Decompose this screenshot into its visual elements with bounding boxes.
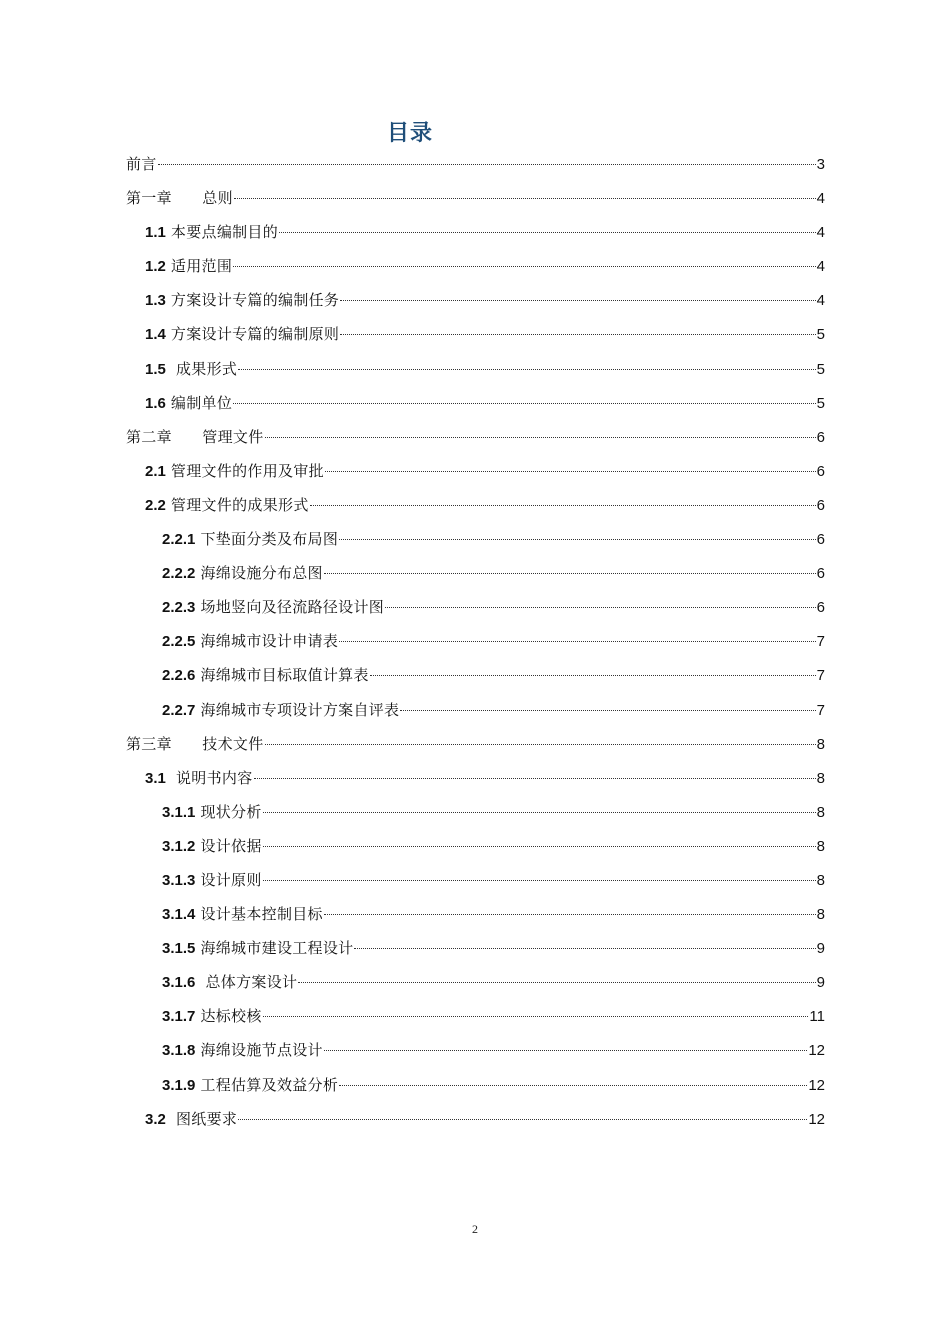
toc-entry-title: 第三章 技术文件 [126, 734, 264, 753]
toc-entry[interactable] [126, 181, 825, 215]
toc-entry-number: 3.1.4 [162, 906, 196, 924]
toc-entry-page: 6 [816, 462, 825, 480]
toc-entry-page: 6 [816, 428, 825, 446]
toc-entry[interactable] [126, 556, 825, 590]
toc-entry-title: 第一章 总则 [126, 189, 233, 208]
toc-entry-page: 3 [816, 156, 825, 173]
toc-entry-number: 2.2.2 [162, 565, 196, 583]
toc-entry[interactable] [126, 1102, 825, 1136]
toc-dot-leader [385, 607, 816, 608]
toc-entry[interactable] [126, 624, 825, 658]
toc-entry[interactable] [126, 727, 825, 761]
toc-dot-leader [238, 369, 815, 370]
toc-entry-page: 6 [816, 565, 825, 583]
toc-entry-number: 2.2.1 [162, 531, 196, 549]
toc-entry-title: 场地竖向及径流路径设计图 [195, 598, 385, 617]
toc-entry-title: 方案设计专篇的编制任务 [165, 291, 340, 310]
toc-entry-number: 3.1.9 [162, 1076, 196, 1094]
toc-entry-title: 本要点编制目的 [165, 223, 279, 242]
toc-entry-number: 3.1.2 [162, 837, 196, 855]
toc-entry-number: 3.2 [145, 1110, 166, 1128]
toc-entry-page: 6 [816, 599, 825, 617]
toc-entry-title: 编制单位 [165, 393, 233, 412]
toc-dot-leader [324, 1050, 807, 1051]
toc-dot-leader [324, 573, 816, 574]
toc-entry-number: 1.4 [145, 326, 166, 344]
toc-entry-number: 3.1.6 [162, 974, 196, 992]
toc-dot-leader [233, 403, 816, 404]
toc-entry[interactable] [126, 488, 825, 522]
toc-dot-leader [233, 266, 816, 267]
toc-entry[interactable] [126, 999, 825, 1033]
toc-dot-leader [265, 744, 816, 745]
toc-entry-page: 8 [816, 906, 825, 924]
toc-entry-title: 现状分析 [195, 802, 262, 821]
toc-entry-page: 11 [809, 1008, 825, 1026]
table-of-contents [126, 147, 825, 1136]
toc-dot-leader [354, 948, 815, 949]
toc-entry[interactable] [126, 317, 825, 351]
toc-dot-leader [325, 471, 816, 472]
toc-entry-number: 1.3 [145, 292, 166, 310]
toc-entry[interactable] [126, 1068, 825, 1102]
page-number: 2 [472, 1222, 478, 1236]
toc-entry-number: 2.2 [145, 496, 166, 514]
toc-entry-page: 5 [816, 360, 825, 378]
toc-entry[interactable] [126, 897, 825, 931]
toc-entry[interactable] [126, 761, 825, 795]
toc-entry[interactable] [126, 590, 825, 624]
toc-entry-number: 3.1.1 [162, 803, 196, 821]
toc-entry-title: 设计依据 [195, 836, 262, 855]
toc-entry-page: 6 [816, 496, 825, 514]
toc-dot-leader [238, 1119, 807, 1120]
toc-entry[interactable] [126, 420, 825, 454]
toc-entry[interactable] [126, 147, 825, 181]
toc-entry-number: 2.2.7 [162, 701, 196, 719]
toc-dot-leader [340, 300, 815, 301]
toc-entry-page: 6 [816, 531, 825, 549]
toc-entry-title: 方案设计专篇的编制原则 [165, 325, 340, 344]
toc-entry-number: 3.1.7 [162, 1008, 196, 1026]
toc-entry-title: 设计基本控制目标 [195, 905, 323, 924]
toc-dot-leader [254, 778, 816, 779]
toc-entry-title: 达标校核 [195, 1007, 262, 1026]
toc-entry-page: 8 [816, 735, 825, 753]
toc-entry[interactable] [126, 795, 825, 829]
toc-entry-page: 5 [816, 326, 825, 344]
toc-entry-page: 12 [808, 1110, 825, 1128]
toc-entry-number: 3.1.3 [162, 871, 196, 889]
toc-dot-leader [339, 1085, 807, 1086]
toc-dot-leader [310, 505, 816, 506]
toc-entry[interactable] [126, 693, 825, 727]
toc-dot-leader [234, 198, 816, 199]
toc-entry-title: 前言 [126, 155, 157, 173]
toc-entry-page: 5 [816, 394, 825, 412]
toc-entry-title: 说明书内容 [165, 768, 253, 787]
toc-entry-title: 海绵设施节点设计 [195, 1041, 323, 1060]
toc-entry-title: 海绵设施分布总图 [195, 564, 323, 583]
toc-entry-number: 3.1.8 [162, 1042, 196, 1060]
toc-entry[interactable] [126, 931, 825, 965]
toc-entry-page: 7 [816, 701, 825, 719]
toc-entry[interactable] [126, 658, 825, 692]
toc-entry-page: 9 [816, 940, 825, 958]
toc-entry-title: 海绵城市设计申请表 [195, 632, 339, 651]
toc-dot-leader [158, 164, 816, 165]
toc-entry-page: 8 [816, 837, 825, 855]
toc-entry-page: 4 [816, 258, 825, 276]
toc-entry[interactable] [126, 283, 825, 317]
toc-entry-title: 管理文件的成果形式 [165, 495, 309, 514]
toc-entry-number: 3.1.5 [162, 940, 196, 958]
toc-entry-title: 海绵城市目标取值计算表 [195, 666, 369, 685]
toc-entry-title: 管理文件的作用及审批 [165, 461, 324, 480]
toc-dot-leader [263, 1016, 809, 1017]
toc-entry-title: 设计原则 [195, 870, 262, 889]
toc-dot-leader [339, 539, 816, 540]
toc-entry-page: 7 [816, 633, 825, 651]
toc-dot-leader [324, 914, 816, 915]
toc-entry-title: 海绵城市专项设计方案自评表 [195, 700, 400, 719]
toc-entry-number: 2.2.5 [162, 633, 196, 651]
toc-dot-leader [263, 812, 816, 813]
toc-entry[interactable] [126, 454, 825, 488]
toc-entry-number: 2.2.3 [162, 599, 196, 617]
toc-entry-number: 1.2 [145, 258, 166, 276]
toc-entry-page: 12 [808, 1076, 825, 1094]
toc-dot-leader [263, 880, 816, 881]
toc-entry[interactable] [126, 522, 825, 556]
toc-dot-leader [279, 232, 816, 233]
toc-dot-leader [339, 641, 816, 642]
toc-entry-number: 3.1 [145, 769, 166, 787]
toc-entry-page: 12 [808, 1042, 825, 1060]
toc-entry-title: 下垫面分类及布局图 [195, 530, 339, 549]
toc-entry[interactable] [126, 965, 825, 999]
toc-entry-page: 8 [816, 871, 825, 889]
toc-entry-title: 海绵城市建设工程设计 [195, 939, 354, 958]
toc-dot-leader [340, 334, 815, 335]
toc-entry[interactable] [126, 249, 825, 283]
toc-dot-leader [263, 846, 816, 847]
toc-entry-title: 成果形式 [165, 359, 238, 378]
toc-entry[interactable] [126, 386, 825, 420]
toc-dot-leader [400, 710, 815, 711]
toc-entry-number: 1.1 [145, 224, 166, 242]
toc-entry-number: 2.2.6 [162, 667, 196, 685]
toc-entry-page: 7 [816, 667, 825, 685]
toc-entry[interactable] [126, 352, 825, 386]
toc-entry-page: 4 [816, 224, 825, 242]
toc-entry-number: 1.6 [145, 394, 166, 412]
toc-entry-title: 总体方案设计 [195, 973, 298, 992]
toc-title: 目录 [386, 121, 433, 146]
toc-entry-page: 4 [816, 190, 825, 208]
toc-entry[interactable] [126, 1033, 825, 1067]
toc-entry-number: 1.5 [145, 360, 166, 378]
toc-entry-title: 第二章 管理文件 [126, 427, 264, 446]
toc-entry-title: 工程估算及效益分析 [195, 1075, 339, 1094]
toc-entry-page: 4 [816, 292, 825, 310]
toc-dot-leader [370, 675, 816, 676]
toc-entry-page: 9 [816, 974, 825, 992]
toc-dot-leader [298, 982, 815, 983]
toc-entry[interactable] [126, 863, 825, 897]
toc-dot-leader [265, 437, 816, 438]
toc-entry-title: 图纸要求 [165, 1109, 238, 1128]
toc-entry-page: 8 [816, 803, 825, 821]
toc-entry[interactable] [126, 215, 825, 249]
toc-entry[interactable] [126, 829, 825, 863]
toc-entry-title: 适用范围 [165, 257, 233, 276]
toc-entry-number: 2.1 [145, 462, 166, 480]
toc-entry-page: 8 [816, 769, 825, 787]
